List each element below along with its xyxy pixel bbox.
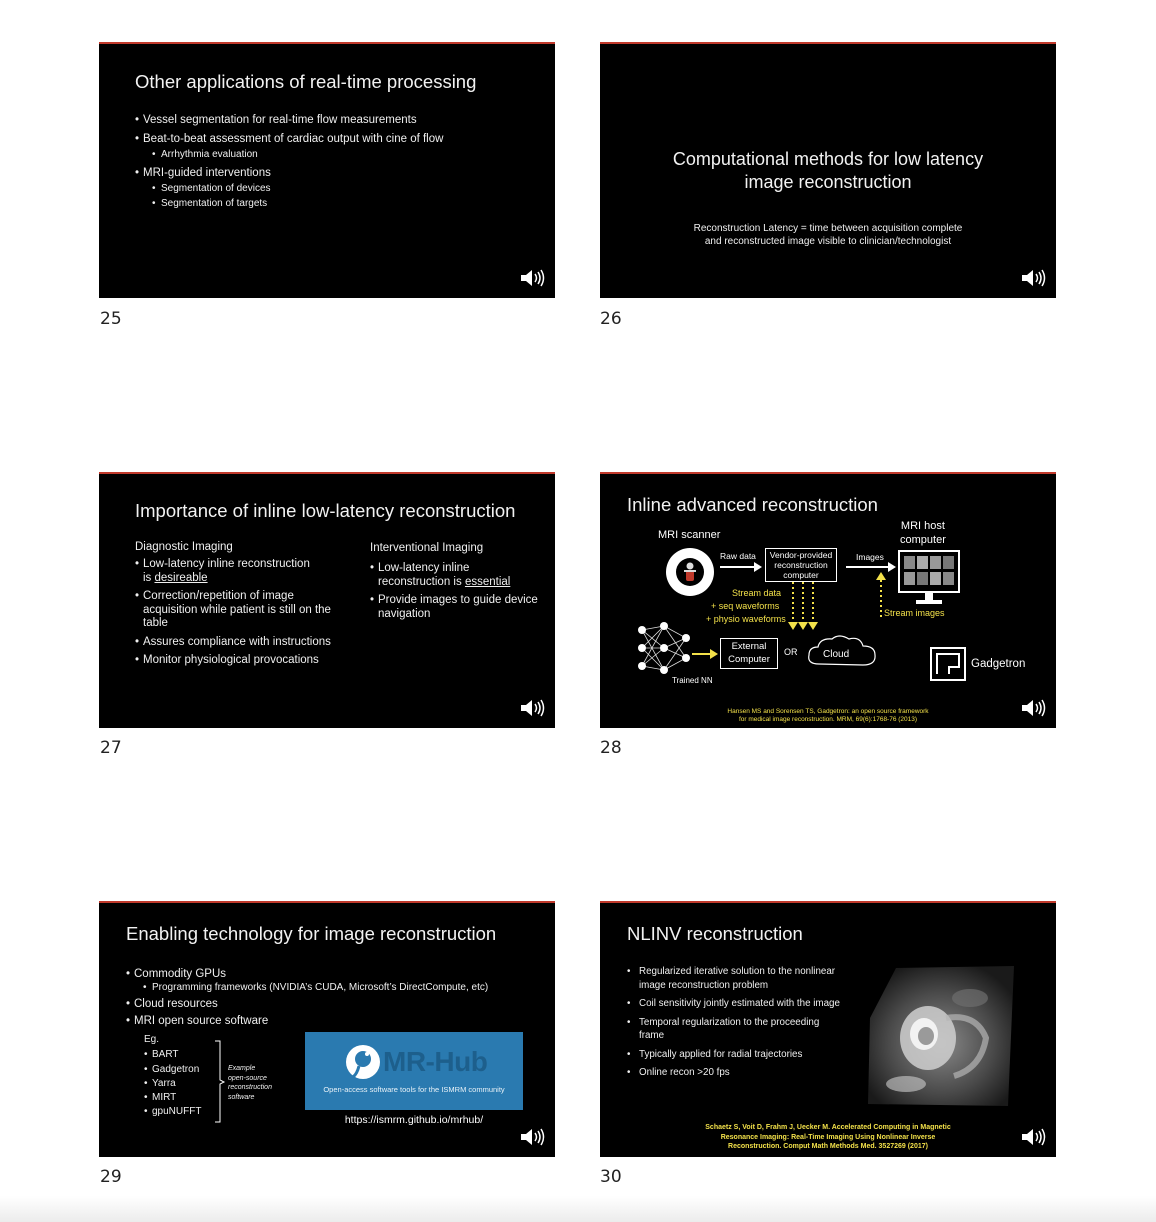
list-item: • Programming frameworks (NVIDIA’s CUDA, Microsoft’s DirectCompute, etc) <box>126 981 546 994</box>
slide-title: Enabling technology for image reconstruction <box>126 923 497 944</box>
slide-title: Computational methods for low latency image reconstruction <box>672 149 984 192</box>
stream-data-label: Stream data <box>732 588 782 598</box>
trained-nn-label: Trained NN <box>672 676 713 685</box>
slide-title: Other applications of real-time processing <box>135 71 477 92</box>
list-item: • Vessel segmentation for real-time flow measurements <box>135 113 545 127</box>
images-label: Images <box>856 552 884 562</box>
speaker-icon[interactable] <box>519 697 547 719</box>
arrow-icon <box>846 562 896 572</box>
monitor-icon <box>898 550 960 606</box>
page-number: 26 <box>600 309 622 329</box>
arrow-icon <box>720 562 762 572</box>
cardiac-mri-image <box>866 958 1016 1108</box>
speaker-icon[interactable] <box>519 1126 547 1148</box>
physio-waveforms-label: + physio waveforms <box>706 614 786 624</box>
seq-waveforms-label: + seq waveforms <box>711 601 780 611</box>
list-item: • Regularized iterative solution to the nonlinear image reconstruction problem <box>627 965 841 992</box>
bullet-list <box>135 558 335 673</box>
list-item: • Online recon >20 fps <box>627 1066 841 1080</box>
list-item: • gpuNUFFT <box>144 1105 224 1119</box>
list-item: • MIRT <box>144 1091 224 1105</box>
speaker-icon[interactable] <box>1020 267 1048 289</box>
example-note: Example open-source reconstruction software <box>228 1065 272 1101</box>
neural-network-icon <box>636 620 692 676</box>
gadgetron-label: Gadgetron <box>971 658 1026 670</box>
arrow-icon <box>692 649 718 659</box>
list-item: • Coil sensitivity jointly estimated with the image <box>627 997 841 1011</box>
list-item: • Segmentation of targets <box>135 197 545 211</box>
speaker-icon[interactable] <box>519 267 547 289</box>
bullet-list <box>370 562 540 626</box>
gadgetron-logo-icon <box>930 647 966 681</box>
stream-images-label: Stream images <box>884 608 945 618</box>
slide-title: Importance of inline low-latency reconstruction <box>135 500 516 521</box>
mrhub-tagline: Open-access software tools for the ISMRM community <box>323 1085 505 1094</box>
raw-data-label: Raw data <box>720 551 756 561</box>
bracket <box>214 1040 226 1124</box>
list-item: • Assures compliance with instructions <box>135 636 335 650</box>
slide-26[interactable] <box>600 42 1056 298</box>
bullet-list <box>126 968 546 1033</box>
list-item: • Gadgetron <box>144 1063 224 1077</box>
mri-scanner-icon <box>664 546 716 598</box>
column-heading: Diagnostic Imaging <box>135 541 233 553</box>
list-item: • Temporal regularization to the proceeding frame <box>627 1016 841 1043</box>
bottom-shade <box>0 1196 1156 1222</box>
column-heading: Interventional Imaging <box>370 542 484 554</box>
cloud-label: Cloud <box>823 649 850 660</box>
slide-30[interactable] <box>600 901 1056 1157</box>
list-item: • Typically applied for radial trajectories <box>627 1048 841 1062</box>
eg-label: Eg. <box>144 1034 160 1045</box>
bullet-list <box>135 113 545 215</box>
list-item: • Monitor physiological provocations <box>135 654 335 668</box>
software-list <box>144 1048 224 1120</box>
speaker-icon[interactable] <box>1020 1126 1048 1148</box>
list-item: • Segmentation of devices <box>135 182 545 196</box>
slide-28[interactable] <box>600 472 1056 728</box>
stream-arrows <box>788 582 822 632</box>
bullet-list <box>627 965 841 1085</box>
mri-scanner-label: MRI scanner <box>658 529 721 541</box>
list-item: • Arrhythmia evaluation <box>135 148 545 162</box>
list-item: • Correction/repetition of image acquisition while patient is still on the table <box>135 590 335 631</box>
page-number: 25 <box>100 309 122 329</box>
external-computer-box: External Computer <box>720 638 778 669</box>
list-item: • Beat-to-beat assessment of cardiac output with cine of flow <box>135 132 545 146</box>
list-item: • MRI open source software <box>126 1015 546 1028</box>
mrhub-url[interactable]: https://ismrm.github.io/mrhub/ <box>344 1114 484 1126</box>
mrhub-banner[interactable] <box>305 1032 523 1110</box>
mri-host-label: MRI host computer <box>900 520 946 546</box>
page-number: 27 <box>100 738 122 758</box>
mrhub-logo-icon <box>345 1044 381 1080</box>
subtitle: Reconstruction Latency = time between acquisition complete and reconstructed image visible to clinician/technologist <box>693 223 963 247</box>
list-item: • BART <box>144 1048 224 1062</box>
or-label: OR <box>784 647 798 657</box>
slide-27[interactable] <box>99 472 555 728</box>
slide-title: NLINV reconstruction <box>627 923 803 944</box>
slide-29[interactable] <box>99 901 555 1157</box>
list-item: • MRI-guided interventions <box>135 166 545 180</box>
reference: Schaetz S, Voit D, Frahm J, Uecker M. Accelerated Computing in Magnetic Resonance Imaging: Real-Time Imaging Using Nonlinear Inverse Reconstruction. Comput Math Methods Med. 3527269 (2017) <box>705 1124 951 1150</box>
page-number: 29 <box>100 1167 122 1187</box>
slide-title: Inline advanced reconstruction <box>627 494 878 515</box>
page-number: 30 <box>600 1167 622 1187</box>
reference: Hansen MS and Sorensen TS, Gadgetron: an open source framework for medical image reconstruction. MRM, 69(6):1768-76 (2013) <box>727 708 929 723</box>
list-item: • Low-latency inline reconstruction is essential <box>370 562 540 589</box>
list-item: • Low-latency inline reconstruction is desireable <box>135 558 335 585</box>
vendor-recon-box: Vendor-provided reconstruction computer <box>765 548 837 582</box>
page-number: 28 <box>600 738 622 758</box>
list-item: • Cloud resources <box>126 998 546 1011</box>
list-item: • Provide images to guide device navigation <box>370 594 540 621</box>
speaker-icon[interactable] <box>1020 697 1048 719</box>
slide-25[interactable] <box>99 42 555 298</box>
mrhub-logo-text: MR-Hub <box>383 1046 488 1077</box>
list-item: • Yarra <box>144 1077 224 1091</box>
list-item: • Commodity GPUs <box>126 968 546 981</box>
